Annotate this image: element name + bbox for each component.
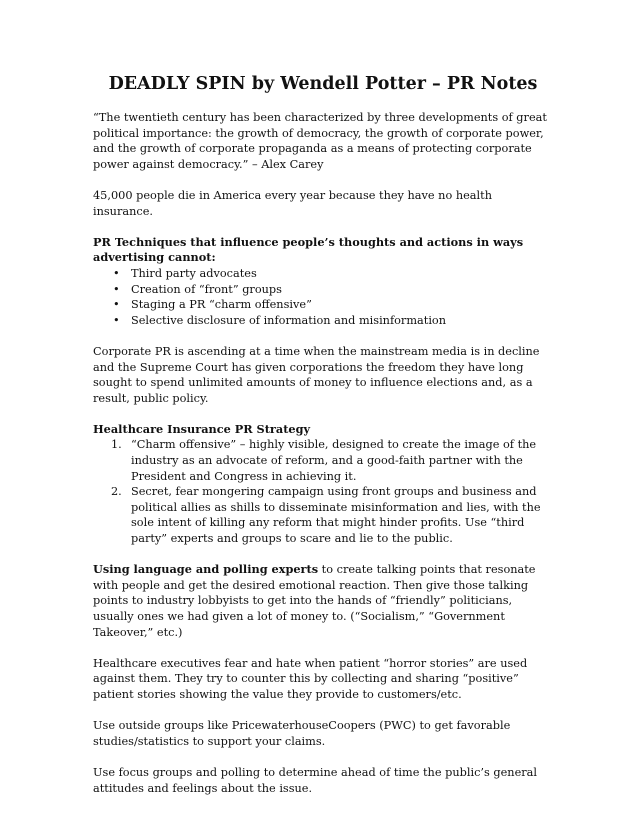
focus-groups-paragraph: Use focus groups and polling to determine ahead of time the public’s general attitudes and feelings about the issue.	[93, 765, 538, 795]
bullet-icon: •	[113, 298, 120, 312]
pr-techniques-list	[93, 266, 553, 328]
bullet-icon: •	[113, 313, 120, 327]
document-title: DEADLY SPIN by Wendell Potter – PR Notes	[108, 74, 538, 94]
language-polling-text: to create talking points that resonate with people and get the desired emotional reaction. Then give those talking points to industry lobbyists to get into the hands of “friendly” politicians, usually ones we had given a lot of money to. (“Socialism,” “Government Takeover,” etc.)	[93, 563, 536, 639]
list-number: 2.	[111, 485, 122, 499]
horror-stories-paragraph: Healthcare executives fear and hate when patient “horror stories” are used against them. They try to counter this by collecting and sharing “positive” patient stories showing the value they provide to customers/etc.	[93, 656, 528, 701]
document-page	[93, 72, 553, 812]
pr-techniques-heading: PR Techniques that influence people’s thoughts and actions in ways advertising cannot:	[93, 234, 524, 265]
corporate-pr-paragraph: Corporate PR is ascending at a time when the mainstream media is in decline and the Supreme Court has given corporations the freedom they have long sought to spend unlimited amounts of money to influence elections and, as a result, public policy.	[93, 344, 540, 405]
healthcare-strategy-list	[93, 437, 553, 546]
list-item	[93, 282, 553, 298]
list-item-text: Creation of “front” groups	[131, 282, 282, 296]
outside-groups-paragraph: Use outside groups like PricewaterhouseCoopers (PWC) to get favorable studies/statistics to support your claims.	[93, 719, 511, 748]
list-item-text: Third party advocates	[131, 266, 257, 280]
healthcare-strategy-section	[93, 422, 553, 547]
uninsured-stat: 45,000 people die in America every year because they have no health insurance.	[93, 188, 492, 218]
healthcare-strategy-heading: Healthcare Insurance PR Strategy	[93, 421, 311, 436]
list-item	[93, 266, 553, 282]
bullet-icon: •	[113, 266, 120, 280]
language-polling-paragraph	[93, 562, 553, 640]
list-item	[93, 484, 553, 546]
carey-quote: “The twentieth century has been characterized by three developments of great political importance: the growth of democracy, the growth of corporate power, and the growth of corporate propaganda as a means of protecting corporate power against democracy.” – Alex Carey	[93, 111, 547, 171]
list-item	[93, 297, 553, 313]
list-item-text: Staging a PR “charm offensive”	[131, 298, 312, 312]
pr-techniques-section	[93, 235, 553, 329]
list-item-text: “Charm offensive” – highly visible, designed to create the image of the industry as an advocate of reform, and a good-faith partner with the President and Congress in achieving it.	[131, 438, 537, 483]
list-item	[93, 437, 553, 484]
language-polling-lead: Using language and polling experts	[93, 562, 319, 577]
bullet-icon: •	[113, 282, 120, 296]
list-item-text: Selective disclosure of information and misinformation	[131, 313, 447, 327]
list-number: 1.	[111, 438, 122, 452]
list-item	[93, 313, 553, 329]
list-item-text: Secret, fear mongering campaign using front groups and business and political allies as shills to disseminate misinformation and lies, with the sole intent of killing any reform that might hinder profits. Use “third party” experts and groups to scare and lie to the public.	[131, 485, 541, 546]
